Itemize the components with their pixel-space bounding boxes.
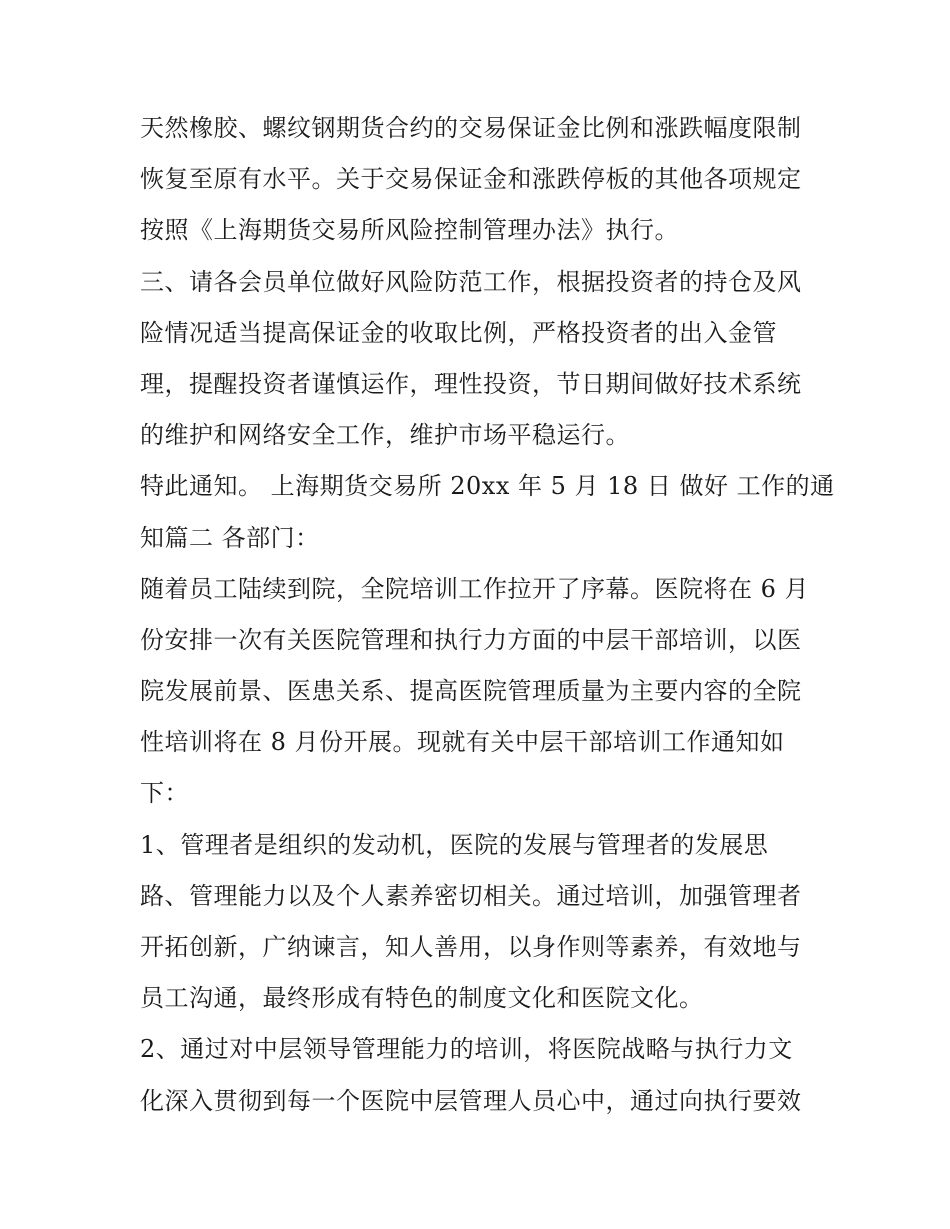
text-line: 员工沟通，最终形成有特色的制度文化和医院文化。	[140, 984, 704, 1013]
text-line: 特此通知。 上海期货交易所 20xx 年 5 月 18 日 做好 工作的通	[140, 472, 835, 501]
text-line: 份安排一次有关医院管理和执行力方面的中层干部培训，以医	[140, 625, 802, 654]
document-body	[140, 103, 835, 1127]
text-line: 开拓创新，广纳谏言，知人善用，以身作则等素养，有效地与	[140, 933, 802, 961]
text-line: 知篇二 各部门：	[140, 523, 320, 552]
text-line: 下：	[140, 779, 189, 808]
text-line: 三、请各会员单位做好风险防范工作，根据投资者的持仓及风	[140, 267, 802, 296]
text-line: 险情况适当提高保证金的收取比例，严格投资者的出入金管	[140, 318, 777, 347]
text-line: 天然橡胶、螺纹钢期货合约的交易保证金比例和涨跌幅度限制	[140, 114, 802, 142]
text-line: 2、通过对中层领导管理能力的培训，将医院战略与执行力文	[140, 1035, 793, 1064]
text-line: 1、管理者是组织的发动机，医院的发展与管理者的发展思	[140, 830, 769, 859]
text-line: 恢复至原有水平。关于交易保证金和涨跌停板的其他各项规定	[140, 165, 802, 194]
text-line: 化深入贯彻到每一个医院中层管理人员心中，通过向执行要效	[140, 1086, 802, 1115]
text-line: 随着员工陆续到院，全院培训工作拉开了序幕。医院将在 6 月	[140, 574, 810, 603]
text-line: 的维护和网络安全工作，维护市场平稳运行。	[140, 421, 630, 450]
text-line: 院发展前景、医患关系、提高医院管理质量为主要内容的全院	[140, 677, 802, 706]
text-line: 性培训将在 8 月份开展。现就有关中层干部培训工作通知如	[140, 728, 785, 757]
text-line: 按照《上海期货交易所风险控制管理办法》执行。	[140, 216, 679, 245]
text-line: 理，提醒投资者谨慎运作，理性投资，节日期间做好技术系统	[140, 369, 802, 398]
text-line: 路、管理能力以及个人素养密切相关。通过培训，加强管理者	[140, 881, 802, 910]
